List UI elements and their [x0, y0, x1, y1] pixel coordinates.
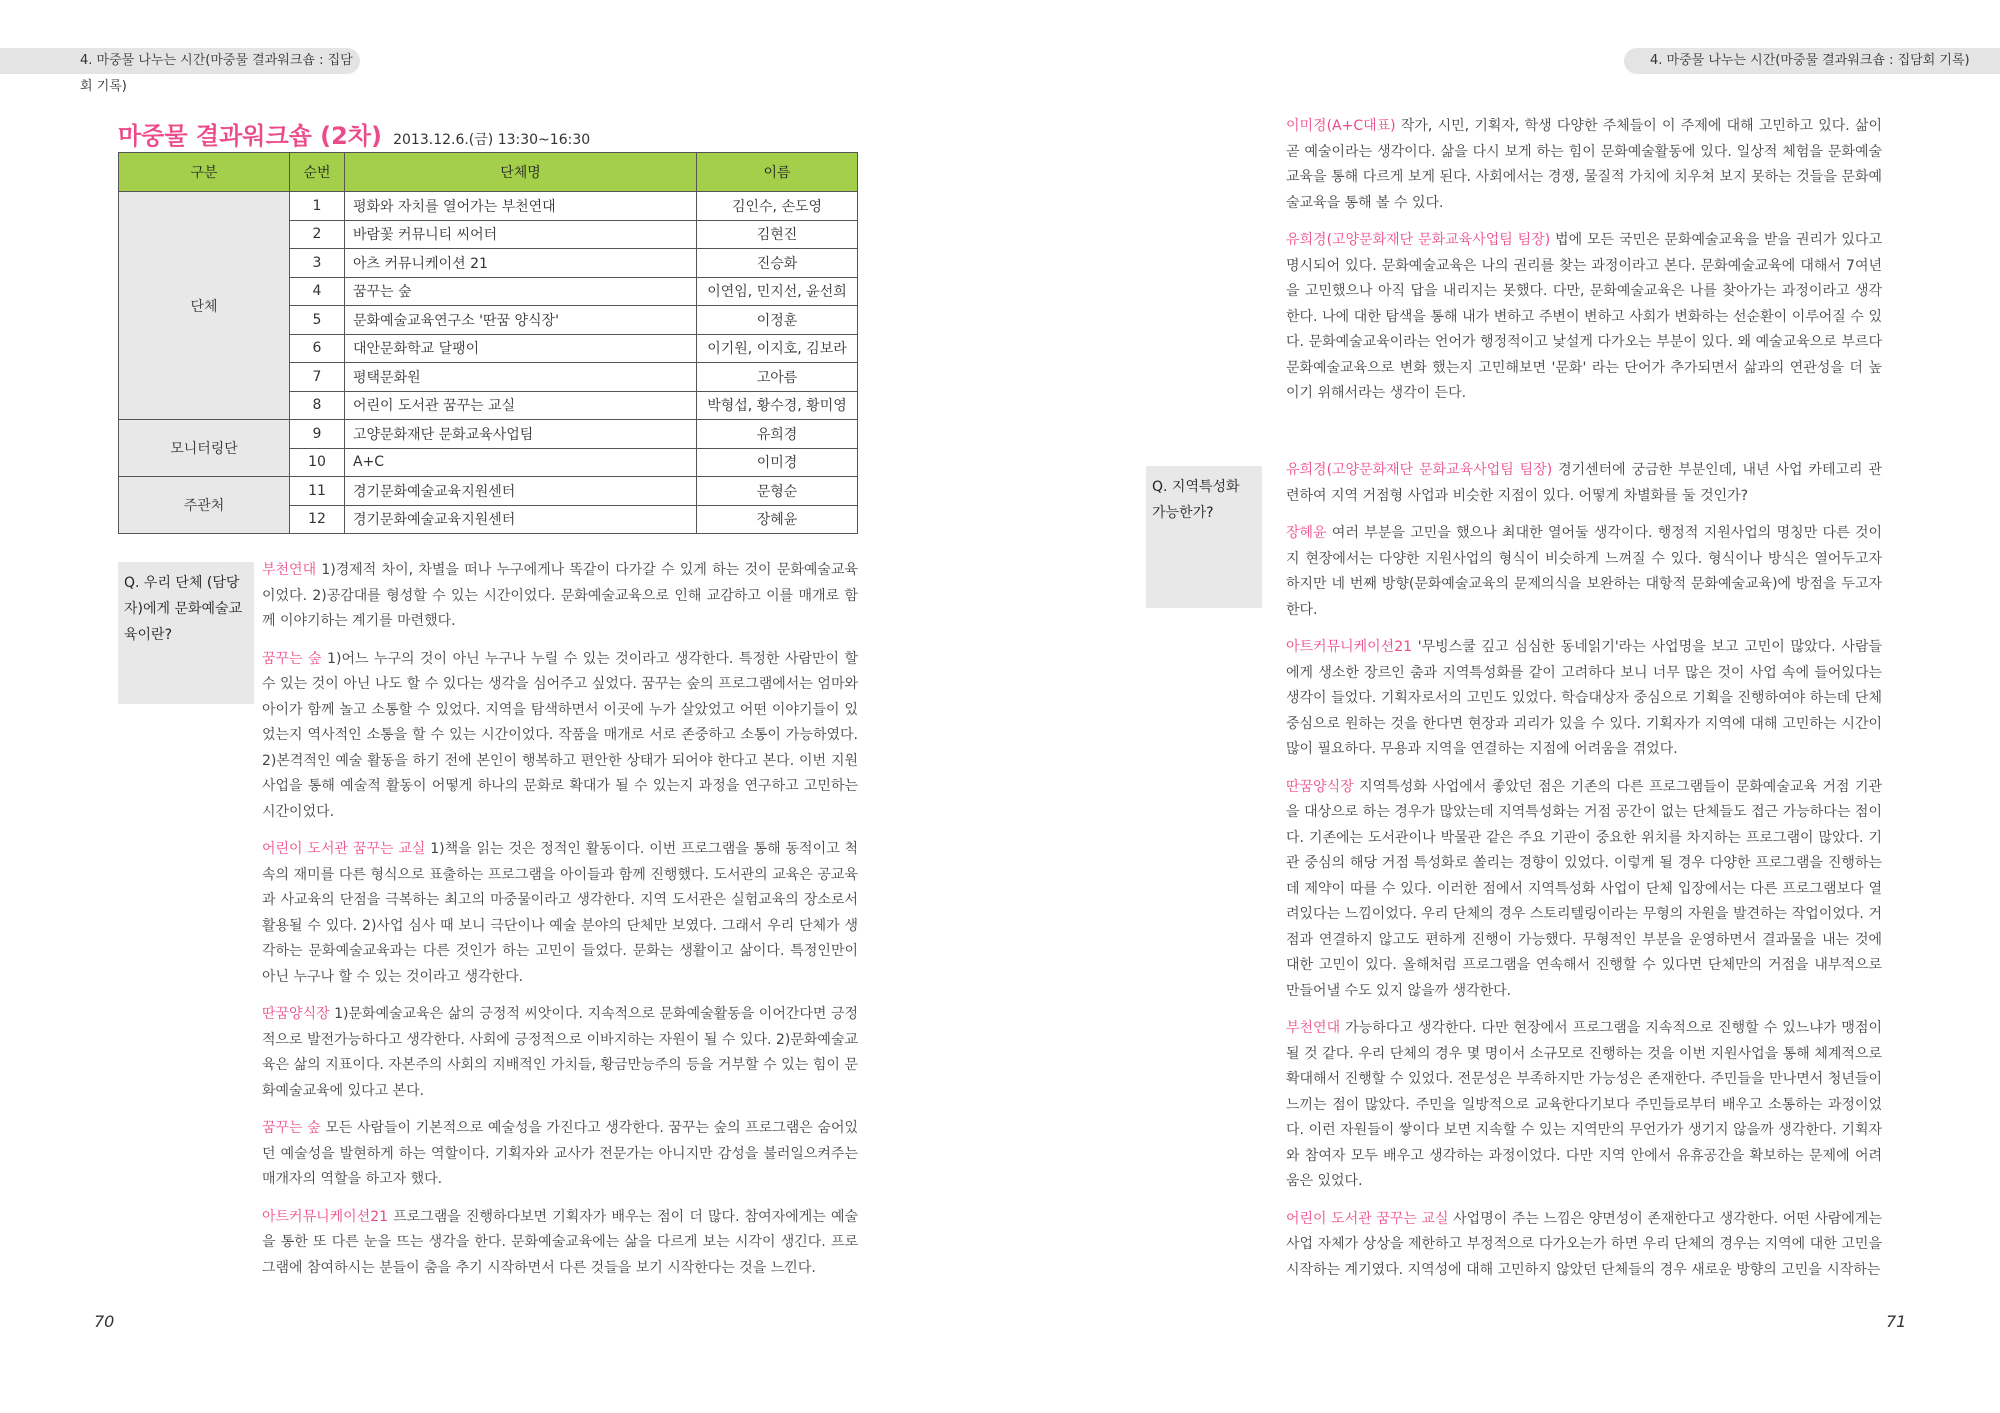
paragraph-text: 프로그램을 진행하다보면 기획자가 배우는 점이 더 많다. 참여자에게는 예술을 통한 또 다른 눈을 뜨는 생각을 한다. 문화예술교육에는 삶을 다르게 보는 시각이 생긴다. 프로그램에 참여하시는 분들이 춤을 추기 시작하면서 다른 것들을 보기 시작한다는 것을 느낀다.: [262, 1208, 858, 1276]
paragraph-text: 법에 모든 국민은 문화예술교육을 받을 권리가 있다고 명시되어 있다. 문화예술교육은 나의 권리를 찾는 과정이라고 본다. 문화예술교육에 대해서 7여년을 고민했으나 아직 답을 내리지는 못했다. 다만, 문화예술교육은 나를 찾아가는 과정이라고 생각한다. 나에 대한 탐색을 통해 내가 변하고 주변이 변하고 사회가 변화하는 선순환이 이루어질 수 있다. 문화예술교육이라는 언어가 행정적이고 낯설게 다가오는 부분이 있다. 왜 예술교육으로 부르다 문화예술교육으로 변화 했는지 고민해보면 '문화' 라는 단어가 추가되면서 삶과의 연관성을 더 높이기 위해서라는 생각이 든다.: [1286, 232, 1882, 401]
paragraph-text: '무빙스쿨 깊고 심심한 동네읽기'라는 사업명을 보고 고민이 많았다. 사람들에게 생소한 장르인 춤과 지역특성화를 같이 고려하다 보니 너무 많은 것이 사업 속에 들어있다는 생각이 들었다. 기획자로서의 고민도 있었다. 학습대상자 중심으로 기획을 진행하여야 하는데 단체중심으로 원하는 것을 한다면 현장과 괴리가 있을 수 있다. 기획자가 지역에 대해 고민하는 시간이 많이 필요하다. 무용과 지역을 연결하는 지점에 어려움을 겪었다.: [1286, 639, 1882, 757]
col-header: 순번: [290, 153, 345, 192]
paragraph: [1286, 1207, 1882, 1284]
section-date: 2013.12.6.(금) 13:30~16:30: [393, 132, 591, 148]
table-row: [119, 420, 858, 449]
cell-org: 경기문화예술교육지원센터: [345, 477, 697, 506]
cell-org: A+C: [345, 448, 697, 477]
group-cell: 단체: [119, 192, 290, 420]
speaker-label: 아트커뮤니케이션21: [262, 1208, 389, 1225]
speaker-label: 어린이 도서관 꿈꾸는 교실: [262, 841, 426, 857]
speaker-label: 부천연대: [262, 562, 317, 578]
paragraph-text: 1)경제적 차이, 차별을 떠나 누구에게나 똑같이 다가갈 수 있게 하는 것이 문화예술교육이었다. 2)공감대를 형성할 수 있는 시간이었다. 문화예술교육으로 인해 교감하고 이를 매개로 함께 이야기하는 계기를 마련했다.: [262, 562, 858, 629]
paragraph: [262, 647, 858, 826]
table-row: [119, 477, 858, 506]
group-cell: 모니터링단: [119, 420, 290, 477]
paragraph: [1286, 635, 1882, 763]
paragraph: [1286, 775, 1882, 1005]
cell-name: 이연임, 민지선, 윤선희: [697, 277, 858, 306]
paragraph: [1286, 458, 1882, 509]
paragraph-text: 경기센터에 궁금한 부분인데, 내년 사업 카테고리 관련하여 지역 거점형 사업과 비슷한 지점이 있다. 어떻게 차별화를 둘 것인가?: [1286, 462, 1882, 504]
paragraph-text: 사업명이 주는 느낌은 양면성이 존재한다고 생각한다. 어떤 사람에게는 사업 자체가 상상을 제한하고 부정적으로 다가오는가 하면 우리 단체의 경우는 지역에 대한 고민을 시작하는 계기였다. 지역성에 대해 고민하지 않았던 단체들의 경우 새로운 방향의 고민을 시작하는: [1286, 1210, 1882, 1278]
paragraph: [262, 837, 858, 990]
cell-name: 진승화: [697, 249, 858, 278]
right-body-column-bottom: [1286, 458, 1882, 1295]
cell-name: 김인수, 손도영: [697, 192, 858, 221]
paragraph-text: 1)문화예술교육은 삶의 긍정적 씨앗이다. 지속적으로 문화예술활동을 이어간다면 긍정적으로 발전가능하다고 생각한다. 사회에 긍정적으로 이바지하는 자원이 될 수 있다. 2)문화예술교육은 삶의 지표이다. 자본주의 사회의 지배적인 가치들, 황금만능주의 등을 거부할 수 있는 힘이 문화예술교육에 있다고 본다.: [262, 1006, 858, 1099]
cell-name: 김현진: [697, 220, 858, 249]
cell-no: 10: [290, 448, 345, 477]
paragraph-text: 1)어느 누구의 것이 아닌 누구나 누릴 수 있는 것이라고 생각한다. 특정한 사람만이 할 수 있는 것이 아닌 나도 할 수 있다는 생각을 심어주고 싶었다. 꿈꾸는 숲의 프로그램에서는 엄마와 아이가 함께 놀고 소통할 수 있었다. 지역을 탐색하면서 이곳에 누가 살았었고 어떤 이야기들이 있었는지 역사적인 소통을 할 수 있는 시간이었다. 작품을 매개로 서로 존중하고 소통이 가능하였다. 2)본격적인 예술 활동을 하기 전에 본인이 행복하고 편안한 상태가 되어야 한다고 본다. 이번 지원사업을 통해 예술적 활동이 어떻게 하나의 문화로 확대가 될 수 있는지 과정을 연구하고 고민하는 시간이었다.: [262, 650, 859, 820]
cell-name: 이정훈: [697, 306, 858, 335]
cell-no: 4: [290, 277, 345, 306]
speaker-label: 장혜윤: [1286, 525, 1327, 541]
cell-name: 고아름: [697, 363, 858, 392]
right-body-column-top: [1286, 114, 1882, 419]
cell-org: 평화와 자치를 열어가는 부천연대: [345, 192, 697, 221]
cell-no: 6: [290, 334, 345, 363]
speaker-label: 딴꿈양식장: [262, 1006, 330, 1022]
cell-org: 바람꽃 커뮤니티 씨어터: [345, 220, 697, 249]
page-number-right: 71: [1886, 1312, 1907, 1331]
paragraph: [1286, 1016, 1882, 1195]
paragraph-text: 지역특성화 사업에서 좋았던 점은 기존의 다른 프로그램들이 문화예술교육 거점 기관을 대상으로 하는 경우가 많았는데 지역특성화는 거점 공간이 없는 단체들도 접근 가능하다는 점이다. 기존에는 도서관이나 박물관 같은 주요 기관이 중요한 위치를 차지하는 프로그램이 많았다. 기관 중심의 해당 거점 특성화로 쏠리는 경향이 있었다. 이렇게 될 경우 다양한 프로그램을 진행하는데 제약이 따를 수 있다. 이러한 점에서 지역특성화 사업이 단체 입장에서는 다른 프로그램보다 열려있다는 느낌이었다. 우리 단체의 경우 스토리텔링이라는 무형의 자원을 발견하는 작업이었다. 거점과 연결하지 않고도 편하게 진행이 가능했다. 무형적인 부분을 운영하면서 결과물을 내는 것에 대한 고민이 있다. 올해처럼 프로그램을 연속해서 진행할 수 있다면 단체만의 거점을 내부적으로 만들어낼 수도 있지 않을까 생각한다.: [1286, 778, 1882, 999]
cell-org: 꿈꾸는 숲: [345, 277, 697, 306]
cell-org: 어린이 도서관 꿈꾸는 교실: [345, 391, 697, 420]
table-header-row: [119, 153, 858, 192]
col-header: 구분: [119, 153, 290, 192]
participants-table: [118, 152, 858, 534]
paragraph: [1286, 114, 1882, 216]
question-box-2: Q. 지역특성화 가능한가?: [1146, 466, 1262, 608]
speaker-label: 딴꿈양식장: [1286, 778, 1354, 795]
paragraph-text: 가능하다고 생각한다. 다만 현장에서 프로그램을 지속적으로 진행할 수 있느냐가 맹점이 될 것 같다. 우리 단체의 경우 몇 명이서 소규모로 진행하는 것을 이번 지원사업을 통해 체계적으로 확대해서 진행할 수 있었다. 전문성은 부족하지만 가능성은 존재한다. 주민들을 만나면서 청년들이 느끼는 점이 많았다. 주민을 일방적으로 교육한다기보다 주민들로부터 배우고 소통하는 과정이었다. 이런 자원들이 쌓이다 보면 지속할 수 있는 지역만의 무언가가 생기지 않을까 생각한다. 기획자와 참여자 모두 배우고 생각하는 과정이었다. 다만 지역 안에서 유휴공간을 확보하는 문제에 어려움은 있었다.: [1286, 1020, 1882, 1189]
group-cell: 주관처: [119, 477, 290, 534]
paragraph: [262, 1002, 858, 1104]
paragraph-text: 모든 사람들이 기본적으로 예술성을 가진다고 생각한다. 꿈꾸는 숲의 프로그램은 숨어있던 예술성을 발현하게 하는 역할이다. 기획자와 교사가 전문가는 아니지만 감성을 불러일으켜주는 매개자의 역할을 하고자 했다.: [262, 1120, 858, 1187]
cell-name: 장혜윤: [697, 505, 858, 534]
paragraph-text: 여러 부분을 고민을 했으나 최대한 열어둘 생각이다. 행정적 지원사업의 명칭만 다른 것이지 현장에서는 다양한 지원사업의 형식이 비슷하게 느껴질 수 있다. 형식이나 방식은 열어두고자 하지만 네 번째 방향(문화예술교육의 문제의식을 보완하는 대항적 문화예술교육)에 방점을 두고자 한다.: [1286, 525, 1882, 618]
speaker-label: 아트커뮤니케이션21: [1286, 639, 1413, 655]
speaker-label: 유희경(고양문화재단 문화교육사업팀 팀장): [1286, 232, 1551, 248]
speaker-label: 유희경(고양문화재단 문화교육사업팀 팀장): [1286, 462, 1553, 478]
cell-no: 3: [290, 249, 345, 278]
running-header-left: 4. 마중물 나누는 시간(마중물 결과워크숍 : 집담회 기록): [0, 48, 360, 74]
cell-org: 문화예술교육연구소 '딴꿈 양식장': [345, 306, 697, 335]
speaker-label: 꿈꾸는 숲: [262, 650, 322, 667]
running-header-right: 4. 마중물 나누는 시간(마중물 결과워크숍 : 집담회 기록): [1624, 48, 2000, 74]
paragraph-text: 작가, 시민, 기획자, 학생 다양한 주체들이 이 주제에 대해 고민하고 있다. 삶이 곧 예술이라는 생각이다. 삶을 다시 보게 하는 힘이 문화예술활동에 있다. 일상적 체험을 문화예술교육을 통해 다르게 보게 된다. 사회에서는 경쟁, 물질적 가치에 치우쳐 보지 못하는 것들을 문화예술교육을 통해 볼 수 있다.: [1286, 118, 1882, 211]
speaker-label: 이미경(A+C대표): [1286, 118, 1396, 134]
col-header: 이름: [697, 153, 858, 192]
cell-org: 경기문화예술교육지원센터: [345, 505, 697, 534]
paragraph: [1286, 228, 1882, 407]
paragraph: [262, 1205, 858, 1282]
cell-no: 9: [290, 420, 345, 449]
paragraph: [262, 1116, 858, 1193]
cell-name: 이미경: [697, 448, 858, 477]
cell-no: 7: [290, 363, 345, 392]
cell-org: 평택문화원: [345, 363, 697, 392]
cell-name: 유희경: [697, 420, 858, 449]
cell-name: 문형순: [697, 477, 858, 506]
cell-org: 대안문화학교 달팽이: [345, 334, 697, 363]
col-header: 단체명: [345, 153, 697, 192]
cell-org: 고양문화재단 문화교육사업팀: [345, 420, 697, 449]
cell-name: 이기원, 이지호, 김보라: [697, 334, 858, 363]
paragraph: [262, 558, 858, 635]
cell-org: 아츠 커뮤니케이션 21: [345, 249, 697, 278]
speaker-label: 꿈꾸는 숲: [262, 1120, 321, 1136]
cell-no: 5: [290, 306, 345, 335]
paragraph: [1286, 521, 1882, 623]
table-row: [119, 192, 858, 221]
left-body-column: [262, 558, 858, 1293]
speaker-label: 부천연대: [1286, 1020, 1341, 1036]
cell-no: 12: [290, 505, 345, 534]
cell-no: 2: [290, 220, 345, 249]
question-box-1: Q. 우리 단체 (담당자)에게 문화예술교육이란?: [118, 562, 254, 704]
speaker-label: 어린이 도서관 꿈꾸는 교실: [1286, 1210, 1449, 1227]
cell-name: 박형섭, 황수경, 황미영: [697, 391, 858, 420]
page-number-left: 70: [94, 1312, 115, 1331]
cell-no: 1: [290, 192, 345, 221]
section-title: 마중물 결과워크숍 (2차): [118, 122, 383, 150]
cell-no: 11: [290, 477, 345, 506]
section-title-row: [118, 116, 590, 151]
cell-no: 8: [290, 391, 345, 420]
paragraph-text: 1)책을 읽는 것은 정적인 활동이다. 이번 프로그램을 통해 동적이고 척속의 재미를 다른 형식으로 표출하는 프로그램을 아이들과 함께 진행했다. 도서관의 교육은 공교육과 사교육의 단점을 극복하는 최고의 마중물이라고 생각한다. 지역 도서관은 실험교육의 장소로서 활용될 수 있다. 2)사업 심사 때 보니 극단이나 예술 분야의 단체만 보였다. 그래서 우리 단체가 생각하는 문화예술교육과는 다른 것인가 하는 고민이 들었다. 문화는 생활이고 삶이다. 특정인만이 아닌 누구나 할 수 있는 것이라고 생각한다.: [262, 841, 859, 985]
